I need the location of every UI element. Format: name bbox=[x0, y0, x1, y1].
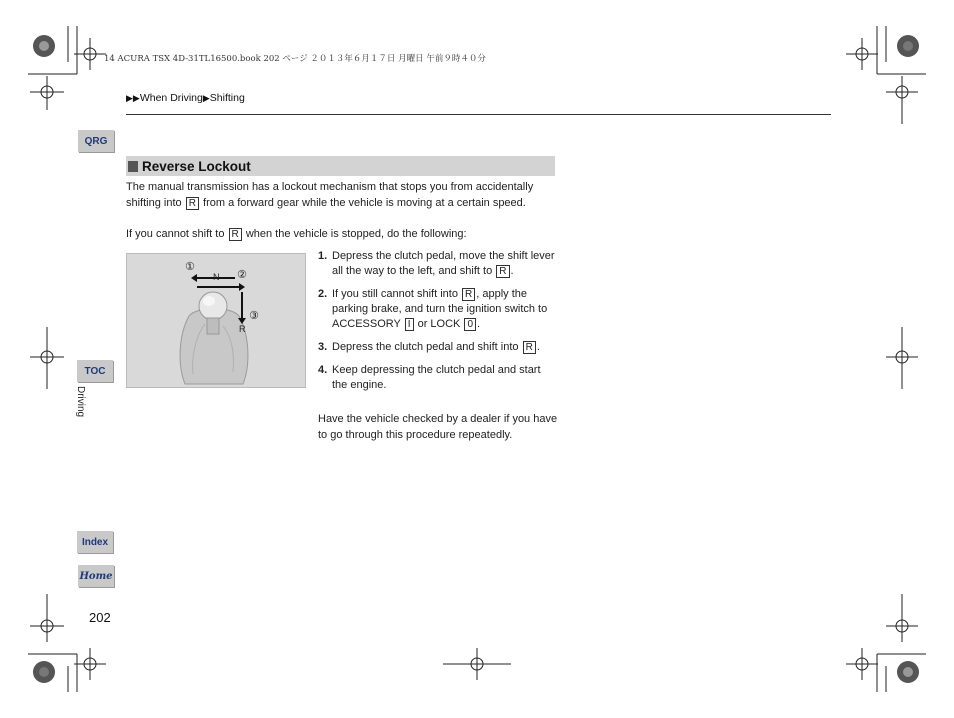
step-text: If you still cannot shift into bbox=[332, 288, 458, 300]
step-3-marker: ③ bbox=[249, 310, 259, 322]
reverse-key-icon: R bbox=[523, 341, 536, 354]
intro-paragraph bbox=[126, 179, 558, 211]
step-number: 4. bbox=[318, 364, 328, 376]
step-2-marker: ② bbox=[237, 269, 247, 281]
home-button[interactable]: Home bbox=[78, 565, 114, 587]
header-rule bbox=[126, 114, 831, 115]
stopped-text-b: when the vehicle is stopped, do the following: bbox=[245, 228, 467, 240]
breadcrumb-separator: ▶ bbox=[202, 93, 210, 103]
qrg-button[interactable]: QRG bbox=[78, 130, 114, 152]
step-text: Depress the clutch pedal and shift into bbox=[332, 341, 519, 353]
heading-square-icon bbox=[128, 161, 138, 172]
lock-key-icon: 0 bbox=[464, 318, 476, 331]
reverse-key-icon: R bbox=[186, 197, 199, 210]
shift-lever-illustration bbox=[126, 253, 306, 388]
page-number: 202 bbox=[89, 610, 111, 625]
step-text-end: . bbox=[477, 318, 481, 330]
step-text-lock: or LOCK bbox=[417, 318, 461, 330]
step-text-end: . bbox=[510, 265, 514, 277]
print-header: 14 ACURA TSX 4D-31TL16500.book 202 ページ ２０１３年６月１７日 月曜日 午前９時４０分 bbox=[104, 54, 486, 64]
procedure-steps bbox=[318, 249, 558, 401]
index-button[interactable]: Index bbox=[77, 531, 113, 553]
step-1-marker: ① bbox=[185, 261, 195, 273]
step-item bbox=[318, 363, 558, 393]
accessory-key-icon: I bbox=[405, 318, 414, 331]
breadcrumb-arrows: ▶▶ bbox=[126, 93, 140, 103]
breadcrumb-when-driving[interactable]: When Driving bbox=[139, 92, 203, 104]
step-item bbox=[318, 287, 558, 332]
toc-button[interactable]: TOC bbox=[77, 360, 113, 382]
section-heading bbox=[126, 156, 555, 176]
stopped-text-a: If you cannot shift to bbox=[126, 228, 225, 240]
section-side-label: Driving bbox=[75, 386, 86, 418]
reverse-key-icon: R bbox=[229, 228, 242, 241]
section-title: Reverse Lockout bbox=[142, 158, 251, 174]
intro-text-b: from a forward gear while the vehicle is moving at a certain speed. bbox=[203, 197, 526, 209]
intro-text-a: The manual transmission has a lockout mechanism that stops you from accidentally shifting into bbox=[126, 181, 534, 209]
step-text: Depress the clutch pedal, move the shift lever all the way to the left, and shift to bbox=[332, 250, 555, 277]
step-item bbox=[318, 249, 558, 279]
breadcrumb bbox=[126, 92, 245, 104]
stopped-paragraph bbox=[126, 226, 558, 242]
step-text-mid: , apply the parking brake, and turn the ignition switch to ACCESSORY bbox=[332, 288, 548, 330]
closing-note: Have the vehicle checked by a dealer if you have to go through this procedure repeatedly. bbox=[318, 413, 558, 441]
step-item bbox=[318, 340, 558, 355]
step-number: 3. bbox=[318, 341, 328, 353]
step-number: 1. bbox=[318, 250, 328, 262]
reverse-key-icon: R bbox=[462, 288, 475, 301]
reverse-key-icon: R bbox=[496, 265, 509, 278]
step-text-end: . bbox=[536, 341, 540, 353]
neutral-label: N bbox=[213, 272, 220, 282]
breadcrumb-shifting[interactable]: Shifting bbox=[209, 92, 245, 104]
reverse-label: R bbox=[239, 324, 246, 334]
step-text: Keep depressing the clutch pedal and start the engine. bbox=[332, 364, 541, 391]
step-number: 2. bbox=[318, 288, 328, 300]
